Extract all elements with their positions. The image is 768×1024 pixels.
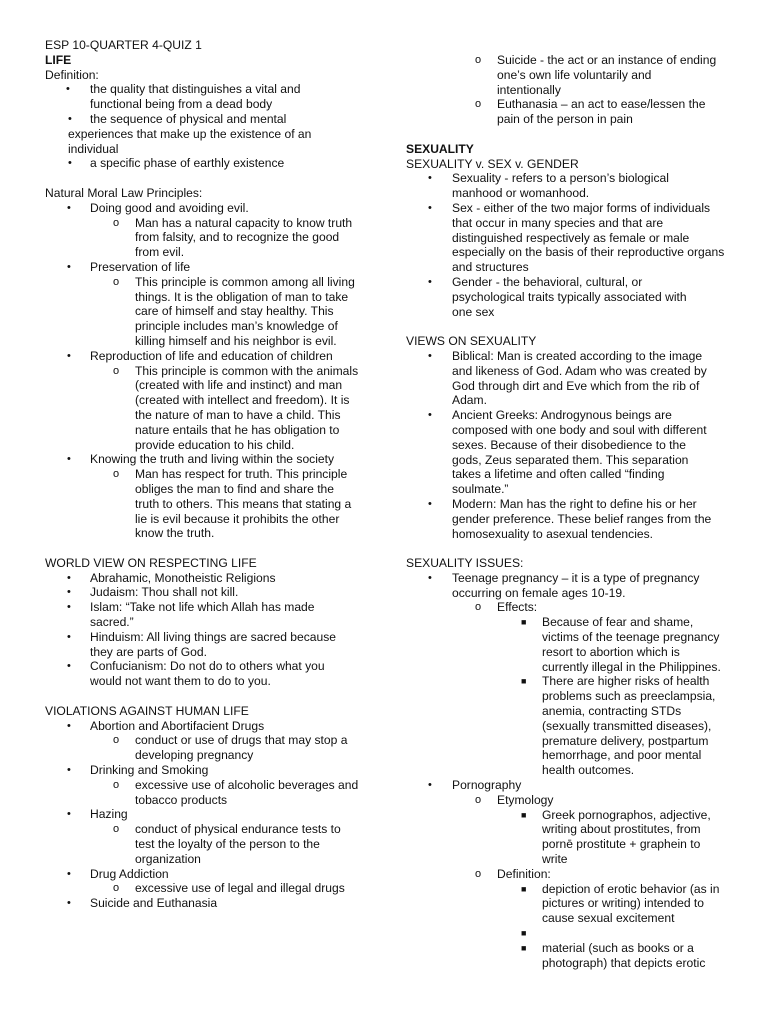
world-list: [45, 571, 375, 689]
list-item: • Hazing o conduct of physical endurance tests to test the loyalty of the person to the organization: [45, 807, 375, 866]
violations-list: [45, 719, 375, 911]
list-item: • Judaism: Thou shall not kill.: [67, 585, 239, 600]
bullet-icon: •: [67, 719, 71, 732]
list-item: • Abrahamic, Monotheistic Religions: [67, 570, 276, 585]
sub-sub-item: ■ material (such as books or a photograph) that depicts erotic: [521, 940, 706, 970]
bullet-icon: •: [67, 586, 71, 599]
sub-item: o Man has a natural capacity to know truth from falsity, and to recognize the good from evil.: [113, 215, 353, 260]
sexuality-heading: SEXUALITY: [406, 141, 474, 156]
bullet-icon: •: [428, 571, 432, 584]
list-item: • a specific phase of earthly existence: [68, 156, 285, 171]
sub-item: o excessive use of legal and illegal drugs: [113, 881, 345, 896]
list-item: • Sex - either of the two major forms of individuals that occur in many species and that are distinguished respectively as female or male especially on the basis of their reproductive organs and structures: [428, 200, 725, 275]
issues-list: [406, 571, 731, 971]
square-bullet-icon: ■: [521, 928, 527, 939]
sub-item: o conduct or use of drugs that may stop a developing pregnancy: [113, 733, 348, 763]
circle-bullet-icon: o: [113, 734, 120, 747]
list-item: • Suicide and Euthanasia: [67, 896, 218, 911]
list-item: • Hinduism: All living things are sacred because they are parts of God.: [67, 629, 337, 659]
list-item: • Abortion and Abortifacient Drugs o conduct or use of drugs that may stop a developing pregnancy: [45, 719, 375, 763]
sub-item: o Effects:: [475, 600, 538, 615]
list-item: • Knowing the truth and living within the society o Man has respect for truth. This principle obliges the man to find and share the truth to others. This means that stating a lie is evil because it prohibits the other know the truth.: [45, 452, 375, 541]
definition-label: Definition:: [45, 67, 99, 82]
definition-list: [45, 82, 375, 171]
bullet-icon: •: [428, 497, 432, 510]
square-bullet-icon: ■: [521, 676, 527, 687]
sub-item: o This principle is common with the animals (created with life and instinct) and man (created with intellect and freedom). It is the nature of man to have a child. This nature entails that he has obligation to provide education to his child.: [113, 363, 359, 452]
circle-bullet-icon: o: [113, 216, 120, 229]
sub-item: o Definition:: [475, 866, 551, 881]
square-bullet-icon: ■: [521, 883, 527, 894]
list-item: • Preservation of life o This principle is common among all living things. It is the obligation of man to take care of himself and stay healthy. This principle includes man’s knowledge of killing himself and his neighbor is evil.: [45, 260, 375, 349]
ssg-heading: SEXUALITY v. SEX v. GENDER: [406, 156, 579, 171]
bullet-icon: •: [67, 349, 71, 362]
square-bullet-icon: ■: [521, 617, 527, 628]
bullet-icon: •: [67, 453, 71, 466]
bullet-icon: •: [67, 260, 71, 273]
list-item: • Islam: “Take not life which Allah has made sacred.”: [67, 600, 315, 630]
bullet-icon: •: [428, 779, 432, 792]
views-heading: VIEWS ON SEXUALITY: [406, 334, 537, 349]
list-item: • Drug Addiction o excessive use of legal and illegal drugs: [45, 867, 375, 897]
issues-heading: SEXUALITY ISSUES:: [406, 556, 524, 571]
bullet-icon: •: [428, 409, 432, 422]
circle-bullet-icon: o: [475, 793, 482, 806]
bullet-icon: •: [67, 571, 71, 584]
list-item: • Pornography o Etymology ■ Greek pornographos, adjective, writing about prostitutes, from pornē prostitute + graphein to write o Definition: ■ depiction of erotic behavior (as in pictures or writing) intended to cause sexual excitement ■ ■ material (such as books or a photograph) that depicts erotic: [406, 778, 731, 970]
circle-bullet-icon: o: [475, 867, 482, 880]
bullet-icon: •: [67, 808, 71, 821]
list-item: • Confucianism: Do not do to others what you would not want them to do to you.: [67, 659, 325, 689]
sub-sub-item: ■ Because of fear and shame, victims of the teenage pregnancy resort to abortion which is currently illegal in the Philippines.: [521, 615, 721, 674]
circle-bullet-icon: o: [113, 364, 120, 377]
bullet-icon: •: [67, 764, 71, 777]
list-item: • Doing good and avoiding evil. o Man has a natural capacity to know truth from falsity, and to recognize the good from evil.: [45, 201, 375, 260]
violations-heading: VIOLATIONS AGAINST HUMAN LIFE: [45, 703, 249, 718]
sub-sub-item: [406, 926, 727, 941]
bullet-icon: •: [428, 172, 432, 185]
list-item: • Biblical: Man is created according to the image and likeness of God. Adam who was created by God through dirt and Eve which from the rib of Adam.: [428, 348, 707, 408]
circle-bullet-icon: o: [113, 468, 120, 481]
bullet-icon: •: [428, 275, 432, 288]
sub-sub-item: ■ Greek pornographos, adjective, writing about prostitutes, from pornē prostitute + graphein to write: [521, 807, 711, 867]
bullet-icon: •: [428, 201, 432, 214]
sub-item: o Etymology: [475, 792, 554, 807]
sub-item: o conduct of physical endurance tests to test the loyalty of the person to the organization: [113, 822, 341, 866]
ssg-list: [406, 171, 731, 319]
list-item: • Gender - the behavioral, cultural, or psychological traits typically associated with one sex: [428, 274, 687, 319]
doc-title: ESP 10-QUARTER 4-QUIZ 1: [45, 38, 202, 52]
views-list: [406, 349, 731, 541]
bullet-icon: •: [67, 201, 71, 214]
circle-bullet-icon: o: [475, 54, 482, 66]
list-item: • the sequence of physical and mental experiences that make up the existence of an individual: [68, 111, 312, 156]
bullet-icon: •: [67, 630, 71, 643]
bullet-icon: •: [68, 112, 72, 125]
sub-sub-item: ■ depiction of erotic behavior (as in pictures or writing) intended to cause sexual excitement: [521, 881, 720, 926]
circle-bullet-icon: o: [475, 98, 482, 111]
life-heading: LIFE: [45, 52, 72, 67]
sub-item: o Euthanasia – an act to ease/lessen the pain of the person in pain: [475, 97, 706, 127]
bullet-icon: •: [66, 83, 70, 96]
bullet-icon: •: [67, 660, 71, 673]
bullet-icon: •: [67, 867, 71, 880]
bullet-icon: •: [428, 349, 432, 362]
nml-heading: Natural Moral Law Principles:: [45, 185, 203, 200]
square-bullet-icon: ■: [521, 809, 527, 820]
sub-item: o This principle is common among all living things. It is the obligation of man to take care of himself and stay healthy. This principle includes man’s knowledge of killing himself and his neighbor is evil.: [113, 274, 355, 348]
left-column: [45, 38, 375, 911]
list-item: • Reproduction of life and education of children o This principle is common with the animals (created with life and instinct) and man (created with intellect and freedom). It is the nature of man to have a child. This nature entails that he has obligation to provide education to his child.: [45, 349, 375, 453]
list-item: • the quality that distinguishes a vital and functional being from a dead body: [66, 82, 301, 112]
suicide-sub-list: [406, 53, 731, 127]
circle-bullet-icon: o: [113, 882, 120, 895]
circle-bullet-icon: o: [113, 275, 120, 288]
sub-item: o Man has respect for truth. This principle obliges the man to find and share the truth to others. This means that stating a lie is evil because it prohibits the other know the truth.: [113, 467, 352, 541]
sub-sub-item: ■ There are higher risks of health problems such as preeclampsia, anemia, contracting STDs (sexually transmitted diseases), premature delivery, postpartum hemorrhage, and poor mental health outcomes.: [521, 674, 716, 778]
circle-bullet-icon: o: [113, 778, 120, 791]
list-item: • Ancient Greeks: Androgynous beings are composed with one body and soul with different sexes. Because of their disobedience to the gods, Zeus separated them. This separation takes a lifetime and often called “finding soulmate.”: [428, 408, 707, 497]
list-item: • Sexuality - refers to a person’s biological manhood or womanhood.: [428, 171, 669, 201]
world-heading: WORLD VIEW ON RESPECTING LIFE: [45, 555, 257, 570]
list-item: • Drinking and Smoking o excessive use of alcoholic beverages and tobacco products: [45, 763, 375, 807]
square-bullet-icon: ■: [521, 942, 527, 953]
bullet-icon: •: [67, 601, 71, 614]
bullet-icon: •: [68, 157, 72, 170]
sub-item: o excessive use of alcoholic beverages and tobacco products: [113, 777, 359, 807]
nml-list: [45, 201, 375, 541]
list-item: • Teenage pregnancy – it is a type of pregnancy occurring on female ages 10-19. o Effects: ■ Because of fear and shame, victims of the teenage pregnancy resort to abortion which is currently illegal in the Philippines. ■ There are higher risks of health problems such as preeclampsia, anemia, contracting STDs (sexually transmitted diseases), premature delivery, postpartum hemorrhage, and poor mental health outcomes.: [406, 571, 731, 778]
sub-item: o Suicide - the act or an instance of ending one’s own life voluntarily and intentionally: [475, 53, 717, 97]
right-column: [406, 53, 731, 970]
bullet-icon: •: [67, 897, 71, 910]
circle-bullet-icon: o: [475, 601, 482, 614]
list-item: • Modern: Man has the right to define his or her gender preference. These belief ranges from the homosexuality to asexual tendencies.: [428, 496, 712, 541]
circle-bullet-icon: o: [113, 823, 120, 836]
